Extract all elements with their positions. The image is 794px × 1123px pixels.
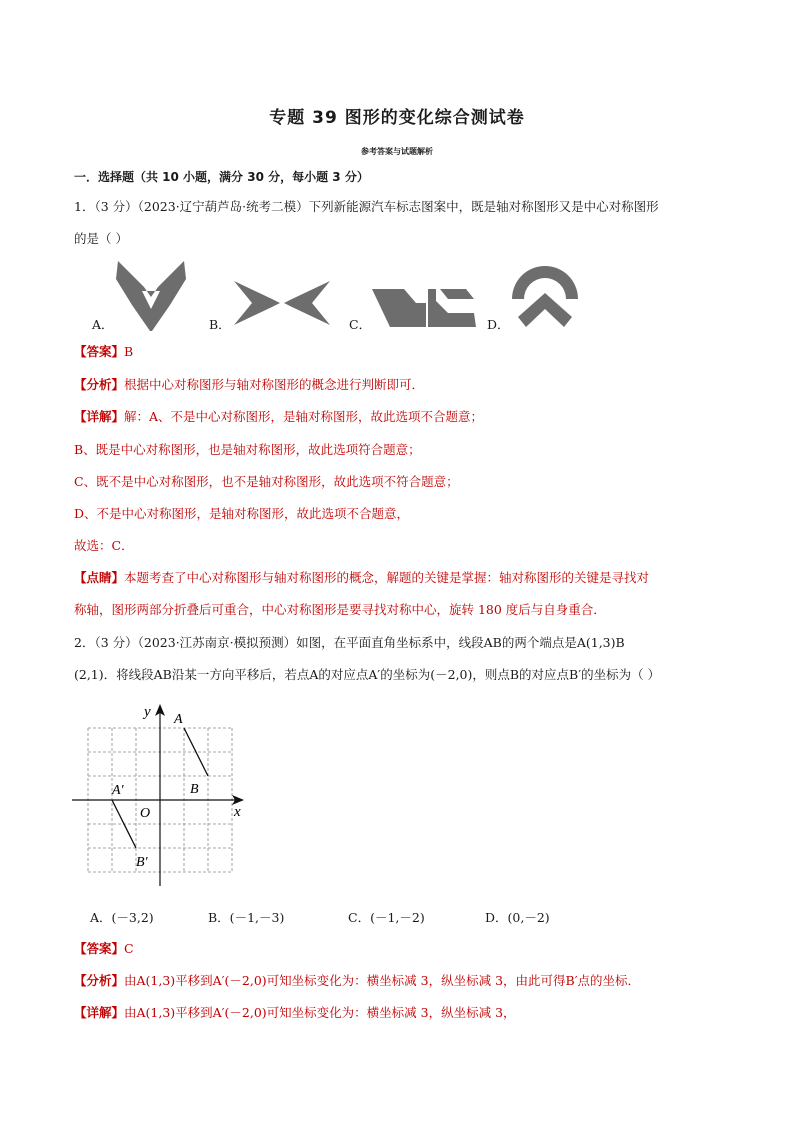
q2-coordinate-grid xyxy=(64,696,254,891)
q1-detail-line1 xyxy=(74,408,734,426)
q2-stem-line1: 2．（3 分）（2023·江苏南京·模拟预测）如图，在平面直角坐标系中，线段AB的两个端点是A(1,3)B xyxy=(74,635,625,650)
q1-detail-line2: B、既是中心对称图形，也是轴对称图形，故此选项符合题意； xyxy=(74,442,421,457)
q1-option-b-label: B． xyxy=(209,317,231,332)
origin-label: O xyxy=(140,806,151,821)
q2-option-a: A．(－3,2) xyxy=(90,910,154,925)
answer-value: C xyxy=(124,941,134,956)
logo-c-icon xyxy=(370,287,478,329)
detail-text: 解：A、不是中心对称图形，是轴对称图形，故此选项不合题意； xyxy=(124,409,484,424)
q1-stem-line1: 1．（3 分）（2023·辽宁葫芦岛·统考二模）下列新能源汽车标志图案中，既是轴对称图形又是中心对称图形 xyxy=(74,199,659,214)
analysis-text: 由A(1,3)平移到A′(－2,0)可知坐标变化为：横坐标减 3，纵坐标减 3，由此可得B′点的坐标． xyxy=(124,973,641,988)
analysis-tag: 【分析】 xyxy=(74,377,125,392)
point-b-label: B xyxy=(190,782,199,797)
comment-tag: 【点睛】 xyxy=(74,570,125,585)
q1-analysis xyxy=(74,376,734,394)
q1-stem-line2: 的是（ ） xyxy=(74,231,128,246)
logo-d-icon xyxy=(510,265,580,331)
q1-option-c-label: C． xyxy=(349,317,372,332)
q1-detail-line3: C、既不是中心对称图形，也不是轴对称图形，故此选项不符合题意； xyxy=(74,474,459,489)
q2-stem-line2: (2,1)．将线段AB沿某一方向平移后，若点A的对应点A′的坐标为(－2,0)，则点B的对应点B′的坐标为（ ） xyxy=(74,667,661,682)
q1-detail-line4: D、不是中心对称图形，是轴对称图形，故此选项不合题意， xyxy=(74,506,410,521)
q2-option-d: D．(0,－2) xyxy=(485,910,550,925)
q1-comment-line2: 称轴，图形两部分折叠后可重合，中心对称图形是要寻找对称中心，旋转 180 度后与自身重合． xyxy=(74,602,606,617)
q1-option-a-label: A． xyxy=(92,317,114,332)
q1-option-figures xyxy=(74,255,594,335)
q1-option-d-label: D． xyxy=(487,317,510,332)
page-title: 专题 39 图形的变化综合测试卷 xyxy=(269,108,525,128)
answer-value: B xyxy=(124,344,134,359)
q1-detail-line5: 故选：C． xyxy=(74,538,134,553)
q2-analysis xyxy=(74,972,734,990)
section-heading: 一．选择题（共 10 小题，满分 30 分，每小题 3 分） xyxy=(74,170,369,184)
x-axis-label: x xyxy=(234,804,241,820)
q2-option-c: C．(－1,－2) xyxy=(348,910,425,925)
point-a1-label: A′ xyxy=(112,783,124,798)
q2-option-b: B．(－1,－3) xyxy=(208,910,285,925)
answer-tag: 【答案】 xyxy=(74,344,125,359)
q1-comment-line1 xyxy=(74,569,734,587)
analysis-tag: 【分析】 xyxy=(74,973,125,988)
q2-answer xyxy=(74,940,734,958)
analysis-text: 根据中心对称图形与轴对称图形的概念进行判断即可． xyxy=(124,377,425,392)
point-a-label: A xyxy=(174,712,183,727)
logo-a-icon xyxy=(114,257,188,333)
detail-tag: 【详解】 xyxy=(74,409,125,424)
detail-text: 由A(1,3)平移到A′(－2,0)可知坐标变化为：横坐标减 3，纵坐标减 3， xyxy=(124,1005,516,1020)
comment-text: 本题考查了中心对称图形与轴对称图形的概念，解题的关键是掌握：轴对称图形的关键是寻找对 xyxy=(124,570,650,585)
answer-tag: 【答案】 xyxy=(74,941,125,956)
point-b1-label: B′ xyxy=(136,855,148,870)
y-axis-label: y xyxy=(144,704,151,720)
detail-tag: 【详解】 xyxy=(74,1005,125,1020)
q1-answer xyxy=(74,343,734,361)
q2-detail xyxy=(74,1004,734,1022)
logo-b-icon xyxy=(232,279,332,329)
page-subtitle: 参考答案与试题解析 xyxy=(361,147,433,156)
